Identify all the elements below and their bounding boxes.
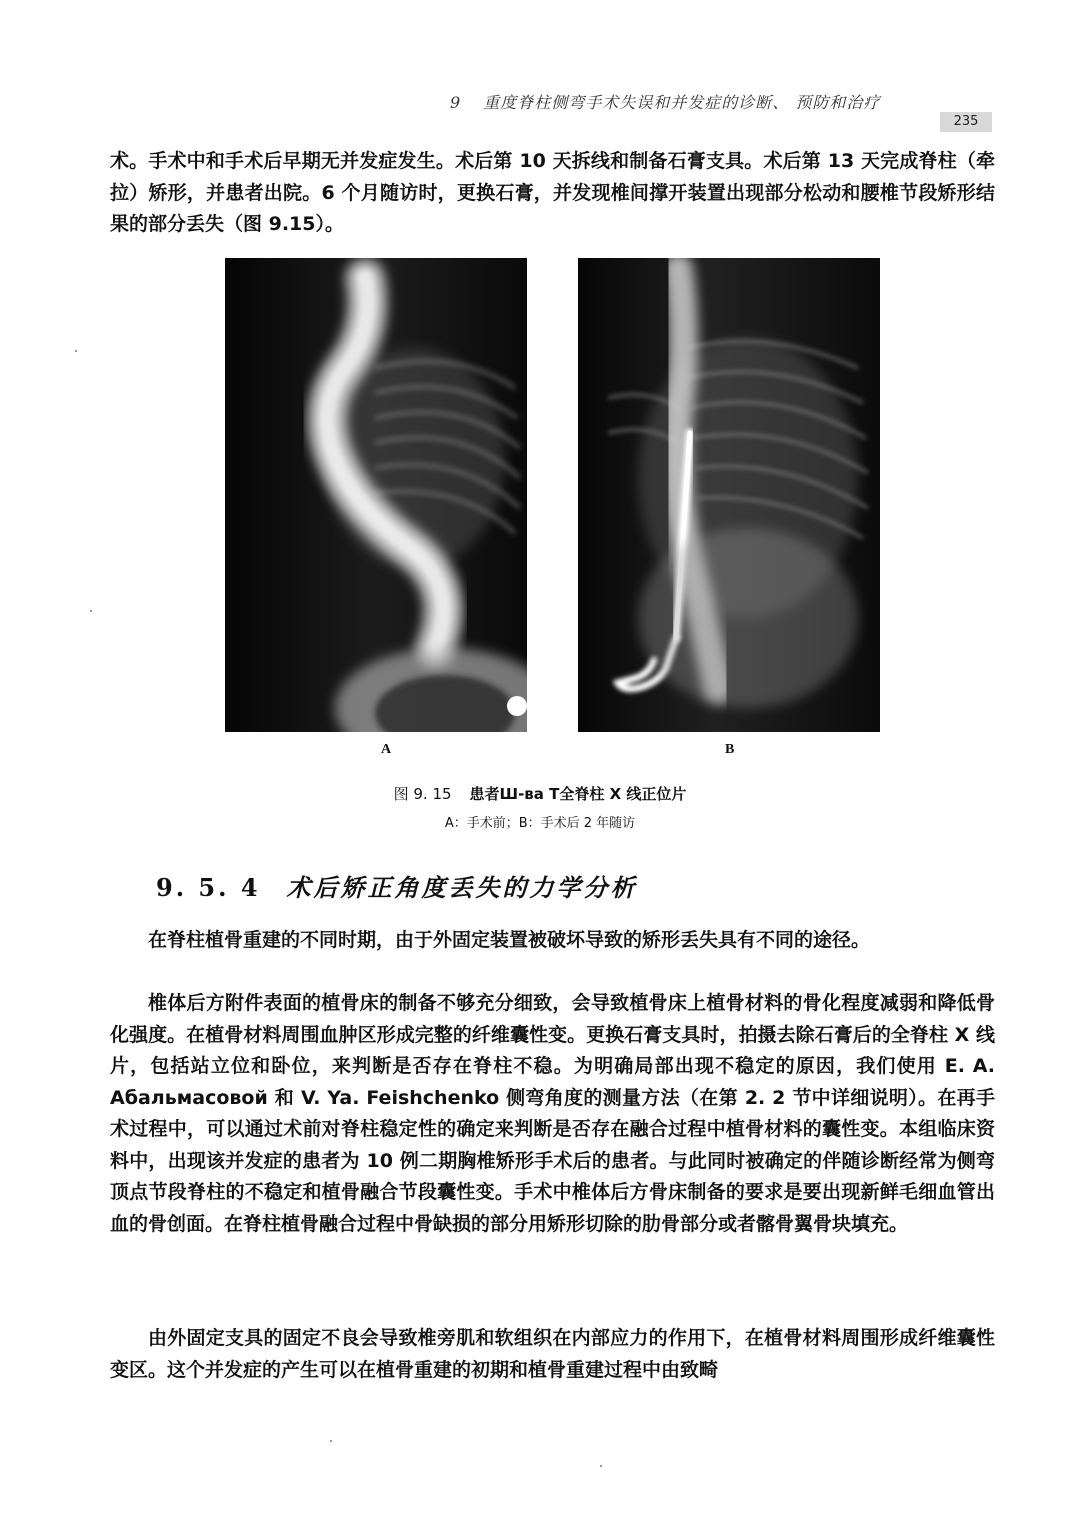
figure-label-b: B	[725, 742, 735, 757]
scan-speck	[75, 350, 77, 352]
scan-speck	[330, 1440, 332, 1442]
figure-caption	[0, 783, 1080, 804]
body-paragraph-2: 椎体后方附件表面的植骨床的制备不够充分细致，会导致植骨床上植骨材料的骨化程度减弱和降低骨化强度。在植骨材料周围血肿区形成完整的纤维囊性变。更换石膏支具时，拍摄去除石膏后的全脊柱 X 线片，包括站立位和卧位，来判断是否存在脊柱不稳。为明确局部出现不稳定的原因，我们使用 E. A. Абальмасовой 和 V. Ya. Feishchenko 侧弯角度的测量方法（在第 2. 2 节中详细说明）。在再手术过程中，可以通过术前对脊柱稳定性的确定来判断是否存在融合过程中植骨材料的囊性变。本组临床资料中，出现该并发症的患者为 10 例二期胸椎矫形手术后的患者。与此同时被确定的伴随诊断经常为侧弯顶点节段脊柱的不稳定和植骨融合节段囊性变。手术中椎体后方骨床制备的要求是要出现新鲜毛细血管出血的骨创面。在脊柱植骨融合过程中骨缺损的部分用矫形切除的肋骨部分或者髂骨翼骨块填充。	[110, 992, 995, 1235]
figure-title: 患者Ш-ва Т全脊柱 X 线正位片	[469, 785, 687, 803]
xray-image-b	[578, 258, 880, 732]
section-title: 术后矫正角度丢失的力学分析	[286, 873, 638, 902]
chapter-title: 重度脊柱侧弯手术失误和并发症的诊断、 预防和治疗	[483, 93, 881, 112]
scan-speck	[600, 1465, 602, 1467]
figure-subcaption: A：手术前；B：手术后 2 年随访	[444, 816, 636, 831]
intro-paragraph: 术。手术中和手术后早期无并发症发生。术后第 10 天拆线和制备石膏支具。术后第 13 天完成脊柱（牵拉）矫形，并患者出院。6 个月随访时，更换石膏，并发现椎间撑开装置出现部分松动和腰椎节段矫形结果的部分丢失（图 9.15）。	[110, 150, 995, 235]
chapter-number: 9	[450, 93, 462, 112]
body-paragraph-1: 在脊柱植骨重建的不同时期，由于外固定装置被破坏导致的矫形丢失具有不同的途径。	[148, 929, 871, 951]
section-heading	[156, 868, 638, 903]
running-header	[450, 90, 990, 114]
figure-number: 图 9. 15	[393, 785, 452, 803]
scan-speck	[90, 610, 92, 612]
xray-image-a	[225, 258, 527, 732]
figure-label-a: A	[381, 742, 392, 757]
page-number: 235	[940, 112, 992, 132]
section-number: 9. 5. 4	[156, 873, 261, 902]
body-paragraph-3: 由外固定支具的固定不良会导致椎旁肌和软组织在内部应力的作用下，在植骨材料周围形成纤维囊性变区。这个并发症的产生可以在植骨重建的初期和植骨重建过程中由致畸	[110, 1327, 995, 1381]
